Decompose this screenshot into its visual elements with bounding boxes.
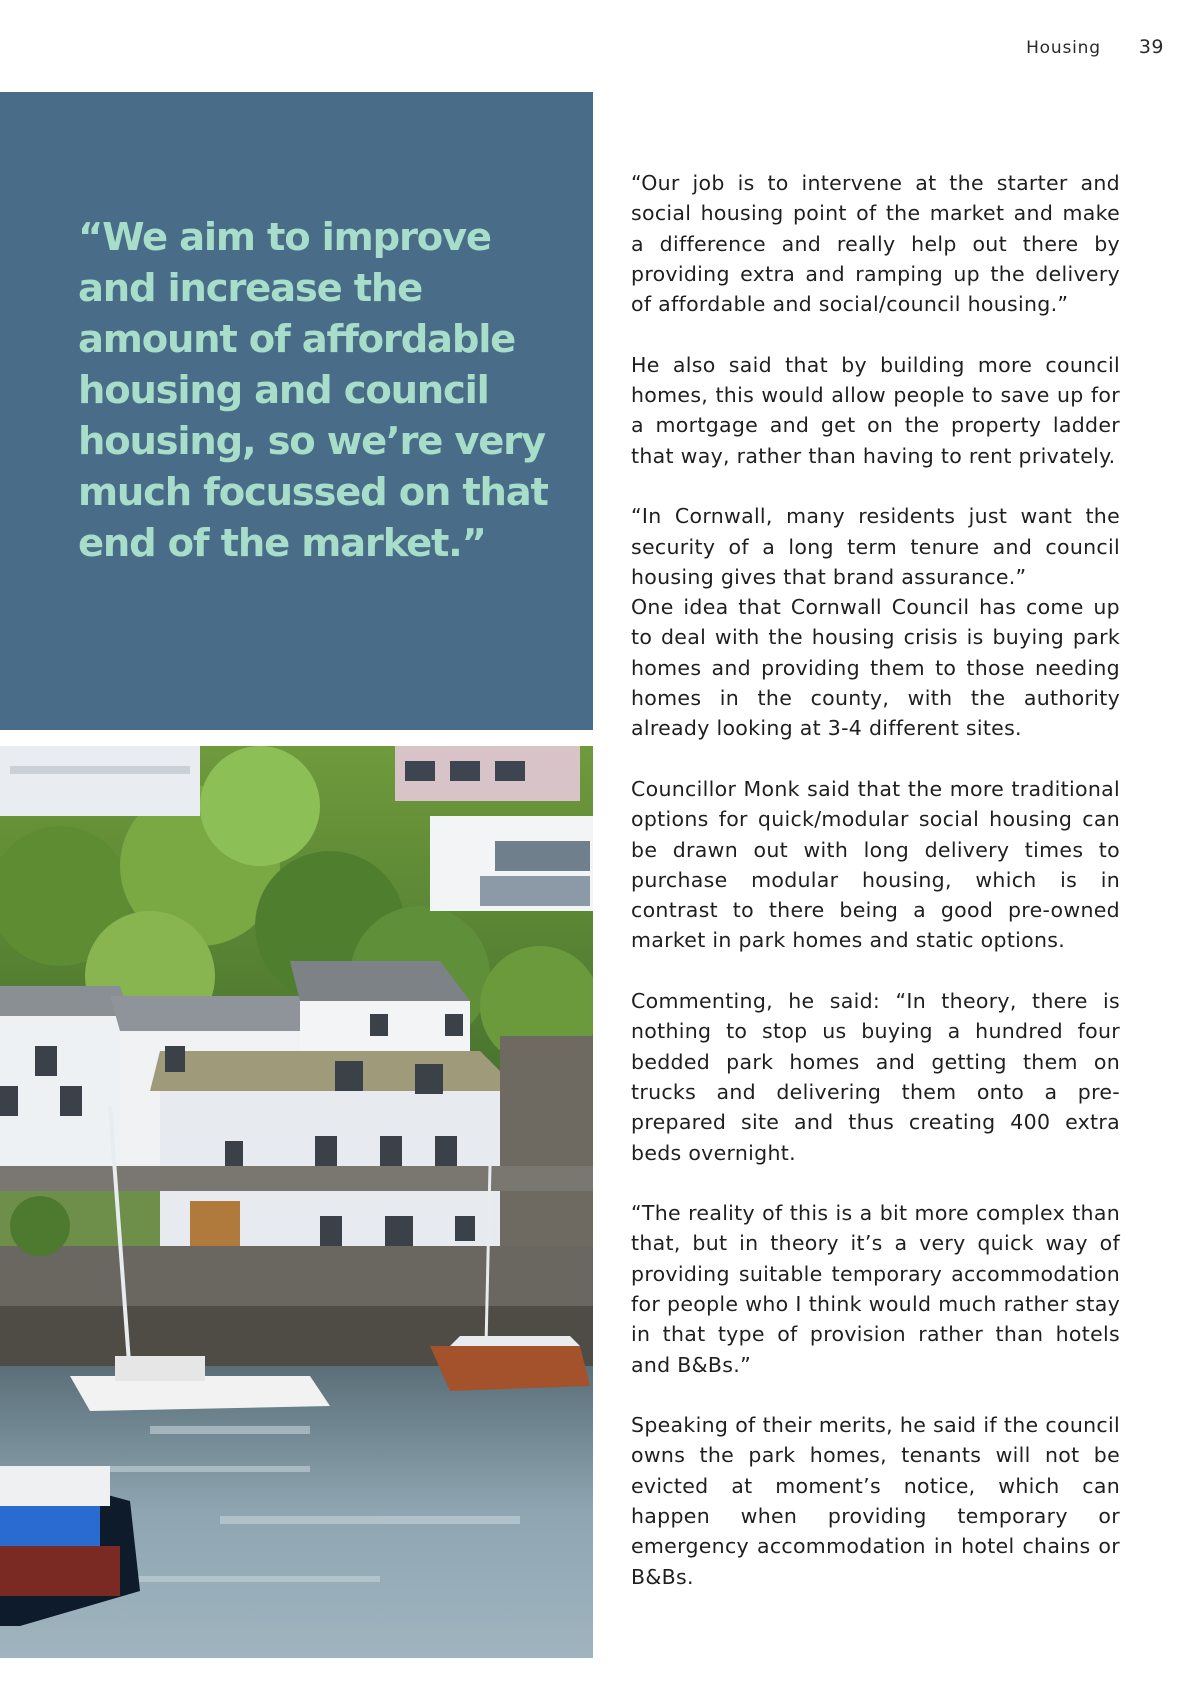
article-paragraph: Commenting, he said: “In theory, there is nothing to stop us buying a hundred four bedded park homes and getting them on trucks and delivering them onto a pre-prepared site and thus creating 400 extra beds overnight. — [631, 989, 1120, 1165]
harbour-photo-icon — [0, 746, 593, 1658]
article-paragraph: Councillor Monk said that the more traditional options for quick/modular social housing can be drawn out with long delivery times to purchase modular housing, which is in contrast to there being a good pre-owned market in park homes and static options. — [631, 776, 1120, 953]
pull-quote: “We aim to improve and increase the amount of affordable housing and council housing, so we’re very much focussed on that end of the market.” — [78, 215, 548, 566]
article-paragraph: One idea that Cornwall Council has come up to deal with the housing crisis is buying park homes and providing them to those needing homes in the county, with the authority already looking at 3-4 different sites. — [631, 595, 1120, 741]
page-number: 39 — [1138, 36, 1164, 58]
article-paragraph: “In Cornwall, many residents just want the security of a long term tenure and council housing gives that brand assurance.” — [631, 504, 1120, 589]
article-paragraph: “The reality of this is a bit more complex than that, but in theory it’s a very quick way of providing suitable temporary accommodation for people who I think would much rather stay in that type of provision rather than hotels and B&Bs.” — [631, 1201, 1120, 1377]
page-header — [1026, 36, 1164, 58]
article-paragraph: He also said that by building more council homes, this would allow people to save up for a mortgage and get on the property ladder that way, rather than having to rent privately. — [631, 352, 1120, 468]
article-body — [631, 168, 1120, 1622]
article-paragraph: “Our job is to intervene at the starter and social housing point of the market and make a difference and really help out there by providing extra and ramping up the delivery of affordable and social/council housing.” — [631, 171, 1120, 317]
section-title: Housing — [1026, 38, 1101, 58]
article-paragraph: Speaking of their merits, he said if the council owns the park homes, tenants will not be evicted at moment’s notice, which can happen when providing temporary or emergency accommodation in hotel chains or B&Bs. — [631, 1413, 1120, 1589]
